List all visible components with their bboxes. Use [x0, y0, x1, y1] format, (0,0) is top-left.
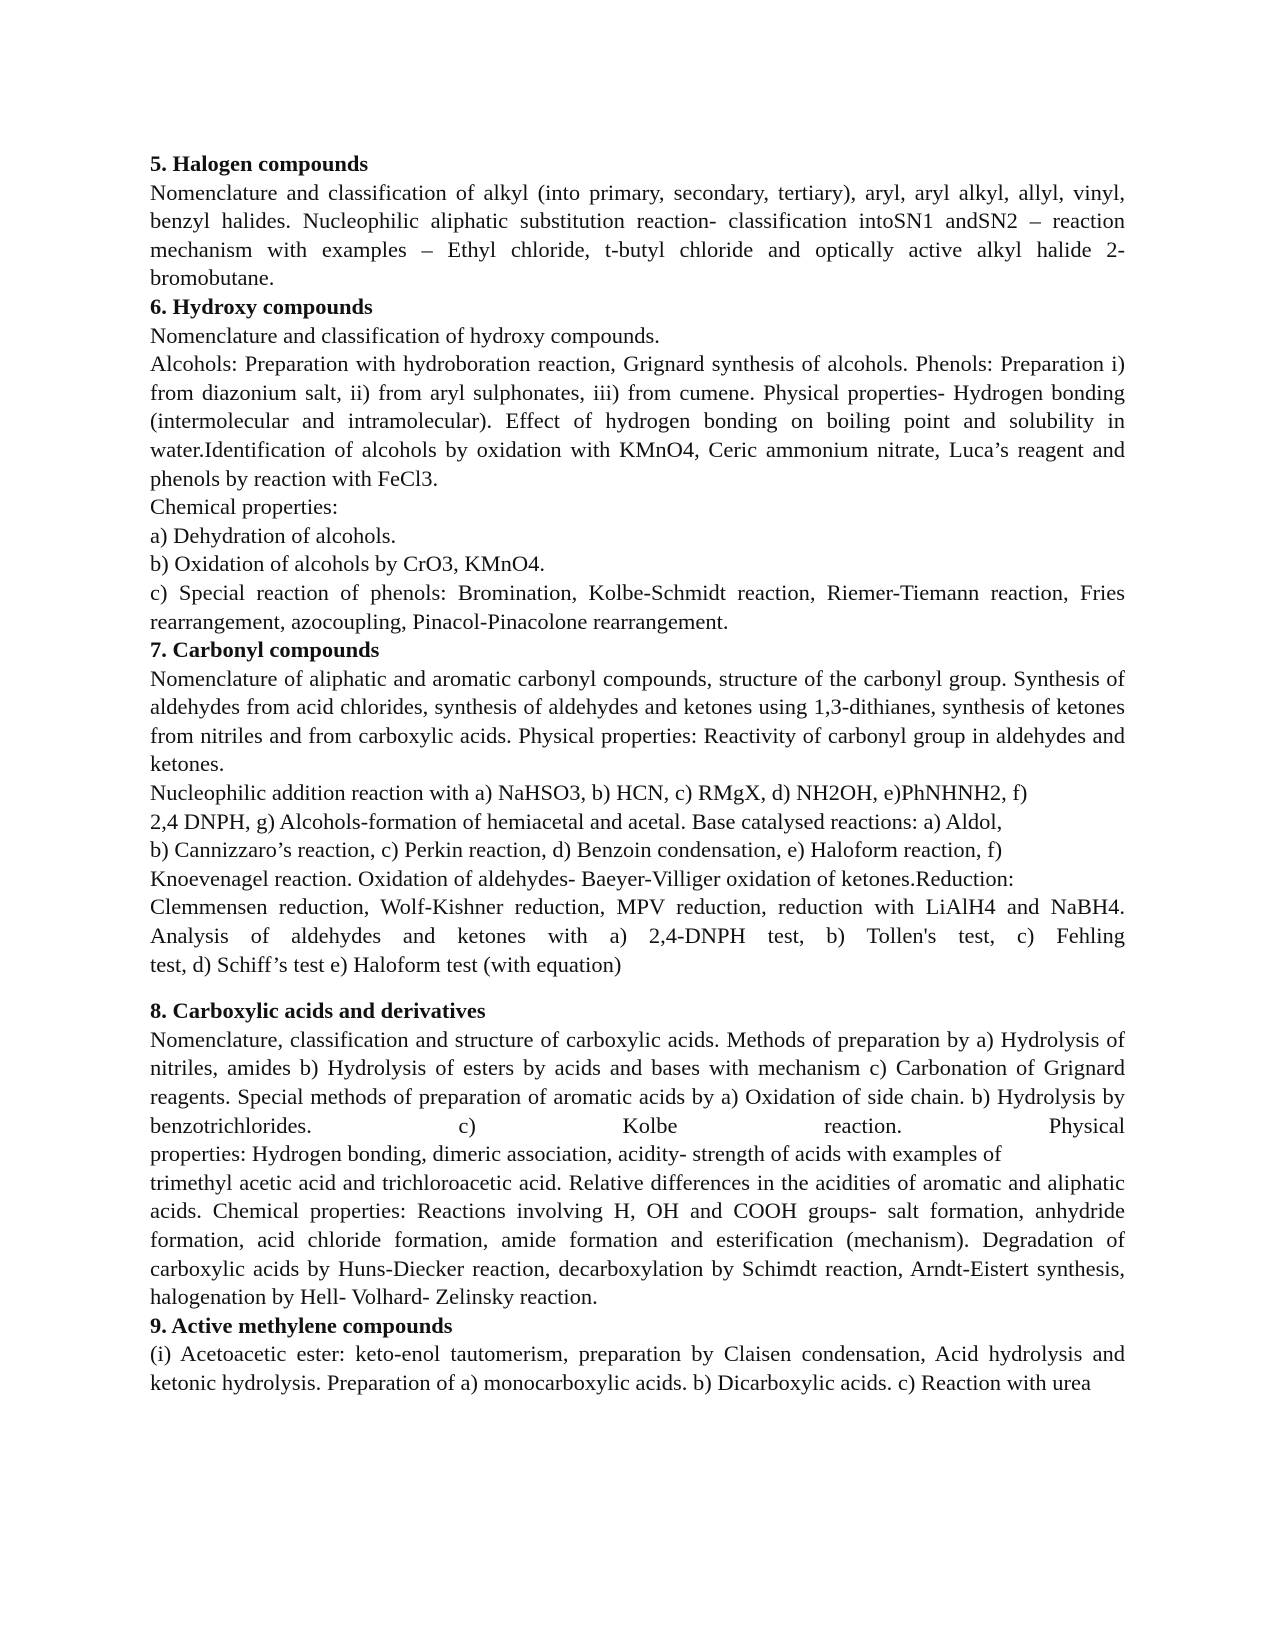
carbonyl-line-3: b) Cannizzaro’s reaction, c) Perkin reaction, d) Benzoin condensation, e) Haloform reaction, f) [150, 837, 1003, 863]
section-body-halogen-compounds: Nomenclature and classification of alkyl (into primary, secondary, tertiary), aryl, aryl alkyl, allyl, vinyl, benzyl halides. Nucleophilic aliphatic substitution reaction- classification intoSN1 andSN2 – reaction mechanism with examples – Ethyl chloride, t-butyl chloride and optically active alkyl halide 2- bromobutane. [150, 179, 1125, 291]
active-methylene-paragraph: (i) Acetoacetic ester: keto-enol tautomerism, preparation by Claisen condensation, Acid hydrolysis and ketonic hydrolysis. Preparation of a) monocarboxylic acids. b) Dicarboxylic acids. c) Reaction with urea [150, 1341, 1125, 1395]
document-page [150, 150, 1125, 1398]
carboxylic-chemical-paragraph: trimethyl acetic acid and trichloroacetic acid. Relative differences in the acidities of aromatic and aliphatic acids. Chemical properties: Reactions involving H, OH and COOH groups- salt formation, anhydride formation, acid chloride formation, amide formation and esterification (mechanism). Degradation of carboxylic acids by Huns-Diecker reaction, decarboxylation by Schimdt reaction, Arndt-Eistert synthesis, halogenation by Hell- Volhard- Zelinsky reaction. [150, 1169, 1125, 1310]
section-heading-hydroxy-compounds: 6. Hydroxy compounds [150, 293, 373, 319]
section-heading-active-methylene: 9. Active methylene compounds [150, 1312, 453, 1338]
section-heading-halogen-compounds: 5. Halogen compounds [150, 151, 369, 176]
section-heading-carboxylic-acids: 8. Carboxylic acids and derivatives [150, 998, 486, 1024]
hydroxy-alcohols-paragraph: Alcohols: Preparation with hydroboration reaction, Grignard synthesis of alcohols. Phenols: Preparation i) from diazonium salt, ii) from aryl sulphonates, iii) from cumene. Physical properties- Hydrogen bonding (intermolecular and intramolecular). Effect of hydrogen bonding on boiling point and solubility in water.Identification of alcohols by oxidation with KMnO4, Ceric ammonium nitrate, Luca’s reagent and phenols by reaction with FeCl3. [150, 351, 1125, 491]
section-spacer [150, 979, 1125, 997]
hydroxy-item-b: b) Oxidation of alcohols by CrO3, KMnO4. [150, 551, 545, 577]
section-heading-carbonyl-compounds: 7. Carbonyl compounds [150, 637, 380, 663]
carbonyl-line-2: 2,4 DNPH, g) Alcohols-formation of hemiacetal and acetal. Base catalysed reactions: a) Aldol, [150, 808, 1003, 834]
carbonyl-intro-paragraph: Nomenclature of aliphatic and aromatic carbonyl compounds, structure of the carbonyl group. Synthesis of aldehydes from acid chlorides, synthesis of aldehydes and ketones using 1,3-dithianes, synthesis of ketones from nitriles and from carboxylic acids. Physical properties: Reactivity of carbonyl group in aldehydes and ketones. [150, 665, 1125, 777]
carbonyl-reduction-paragraph: Clemmensen reduction, Wolf-Kishner reduction, MPV reduction, reduction with LiAlH4 and NaBH4. Analysis of aldehydes and ketones with a) 2,4-DNPH test, b) Tollen's test, c) Fehling [150, 894, 1125, 949]
hydroxy-chemical-properties-label: Chemical properties: [150, 494, 339, 520]
hydroxy-item-c: c) Special reaction of phenols: Bromination, Kolbe-Schmidt reaction, Riemer-Tiemann reaction, Fries rearrangement, azocoupling, Pinacol-Pinacolone rearrangement. [150, 579, 1125, 634]
hydroxy-intro-paragraph: Nomenclature and classification of hydroxy compounds. [150, 322, 660, 348]
carboxylic-properties-line: properties: Hydrogen bonding, dimeric association, acidity- strength of acids with examples of [150, 1141, 1002, 1167]
carbonyl-tests-line: test, d) Schiff’s test e) Haloform test (with equation) [150, 951, 622, 977]
carboxylic-preparation-paragraph: Nomenclature, classification and structure of carboxylic acids. Methods of preparation by a) Hydrolysis of nitriles, amides b) Hydrolysis of esters by acids and bases with mechanism c) Carbonation of Grignard reagents. Special methods of preparation of aromatic acids by a) Oxidation of side chain. b) Hydrolysis by benzotrichlorides. c) Kolbe reaction. Physical [150, 1026, 1125, 1138]
hydroxy-item-a: a) Dehydration of alcohols. [150, 522, 397, 548]
carbonyl-line-4: Knoevenagel reaction. Oxidation of aldehydes- Baeyer-Villiger oxidation of ketones.Reduction: [150, 865, 1015, 891]
carbonyl-line-1: Nucleophilic addition reaction with a) NaHSO3, b) HCN, c) RMgX, d) NH2OH, e)PhNHNH2, f) [150, 780, 1028, 806]
